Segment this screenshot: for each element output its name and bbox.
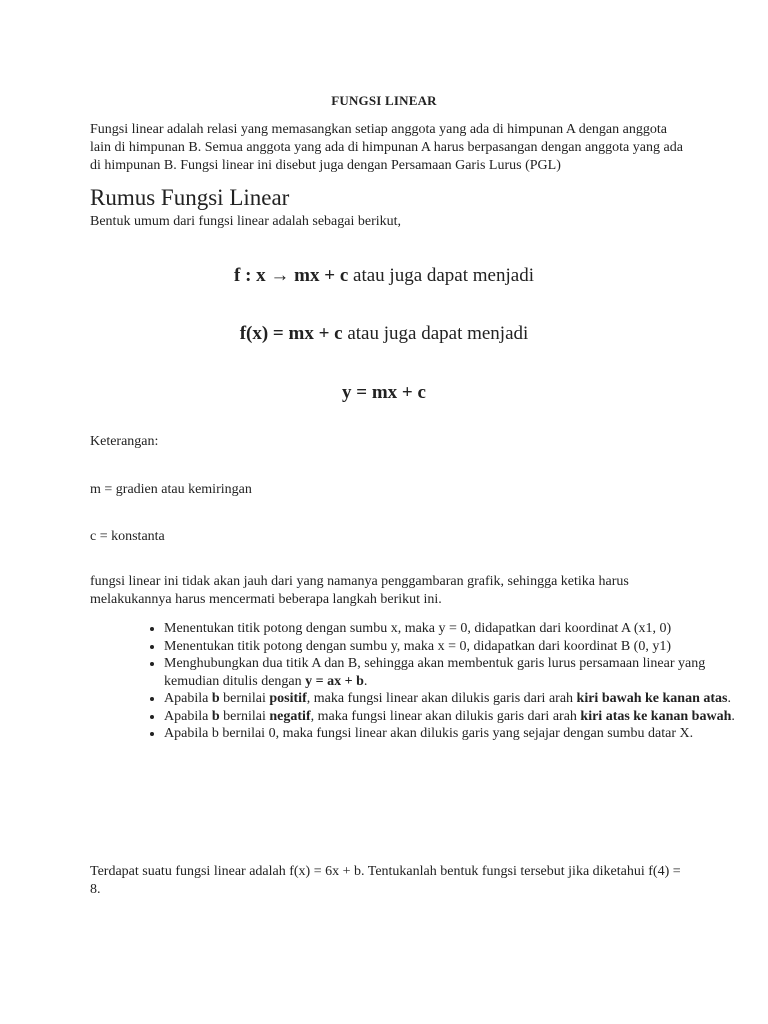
graph-intro-paragraph: fungsi linear ini tidak akan jauh dari yang namanya penggambaran grafik, sehingga ketika harus melakukannya harus mencermati beberapa langkah berikut ini. [90, 574, 629, 607]
list-item: • Menentukan titik potong dengan sumbu y, maka x = 0, didapatkan dari koordinat B (0, y1) [164, 638, 754, 656]
step-text: , maka fungsi linear akan dilukis garis dari arah [310, 708, 581, 724]
list-item [164, 708, 754, 726]
step-text: . [363, 673, 368, 689]
step-bold: positif [269, 691, 307, 706]
step-bold: b [211, 691, 220, 706]
step-text: , maka fungsi linear akan dilukis garis dari arah [306, 691, 577, 706]
formula-3 [0, 381, 768, 405]
step-bold: b [211, 708, 220, 724]
intro-paragraph: Fungsi linear adalah relasi yang memasangkan setiap anggota yang ada di himpunan A dengan anggota lain di himpunan B. Semua anggota yang ada di himpunan A harus berpasangan dengan anggota yang ada di himpunan B. Fungsi linear ini disebut juga dengan Persamaan Garis Lurus (PGL) [90, 122, 683, 173]
list-item [164, 655, 754, 690]
formula-1-note: atau juga dapat menjadi [348, 265, 534, 286]
formula-1-expression: f : x → mx + c [234, 265, 349, 286]
document-title: FUNGSI LINEAR [331, 93, 437, 108]
step-text: bernilai [219, 691, 270, 706]
keterangan-label: Keterangan: [90, 434, 159, 449]
formula-2 [0, 322, 768, 346]
lead-paragraph: Bentuk umum dari fungsi linear adalah sebagai berikut, [90, 214, 402, 229]
step-text: Apabila [164, 708, 212, 724]
step-text: . [731, 708, 735, 724]
definition-m: m = gradien atau kemiringan [90, 482, 252, 497]
step-text: Apabila [164, 691, 212, 706]
steps-list [100, 620, 754, 743]
question-paragraph: Terdapat suatu fungsi linear adalah f(x) = 6x + b. Tentukanlah bentuk fungsi tersebut jika diketahui f(4) = 8. [90, 864, 681, 897]
step-bold: kiri atas ke kanan bawah [580, 708, 732, 724]
step-bold: negatif [269, 708, 311, 724]
formula-3-expression: y = mx + c [342, 382, 426, 403]
step-text: . [727, 691, 731, 706]
list-item [164, 690, 754, 708]
formula-1 [0, 264, 768, 288]
step-bold: y = ax + b [305, 673, 364, 689]
formula-2-note: atau juga dapat menjadi [342, 323, 529, 344]
formula-2-expression: f(x) = mx + c [239, 323, 343, 344]
step-bold: kiri bawah ke kanan atas [576, 691, 728, 706]
list-item: • Apabila b bernilai 0, maka fungsi linear akan dilukis garis yang sejajar dengan sumbu datar X. [164, 725, 754, 743]
definition-c: c = konstanta [90, 529, 165, 544]
section-heading: Rumus Fungsi Linear [90, 185, 290, 210]
list-item: • Menentukan titik potong dengan sumbu x, maka y = 0, didapatkan dari koordinat A (x1, 0) [164, 620, 754, 638]
step-text: Menghubungkan dua titik A dan B, sehingga akan membentuk garis lurus persamaan linear yang kemudian ditulis dengan [164, 656, 706, 689]
step-text: bernilai [219, 708, 270, 724]
